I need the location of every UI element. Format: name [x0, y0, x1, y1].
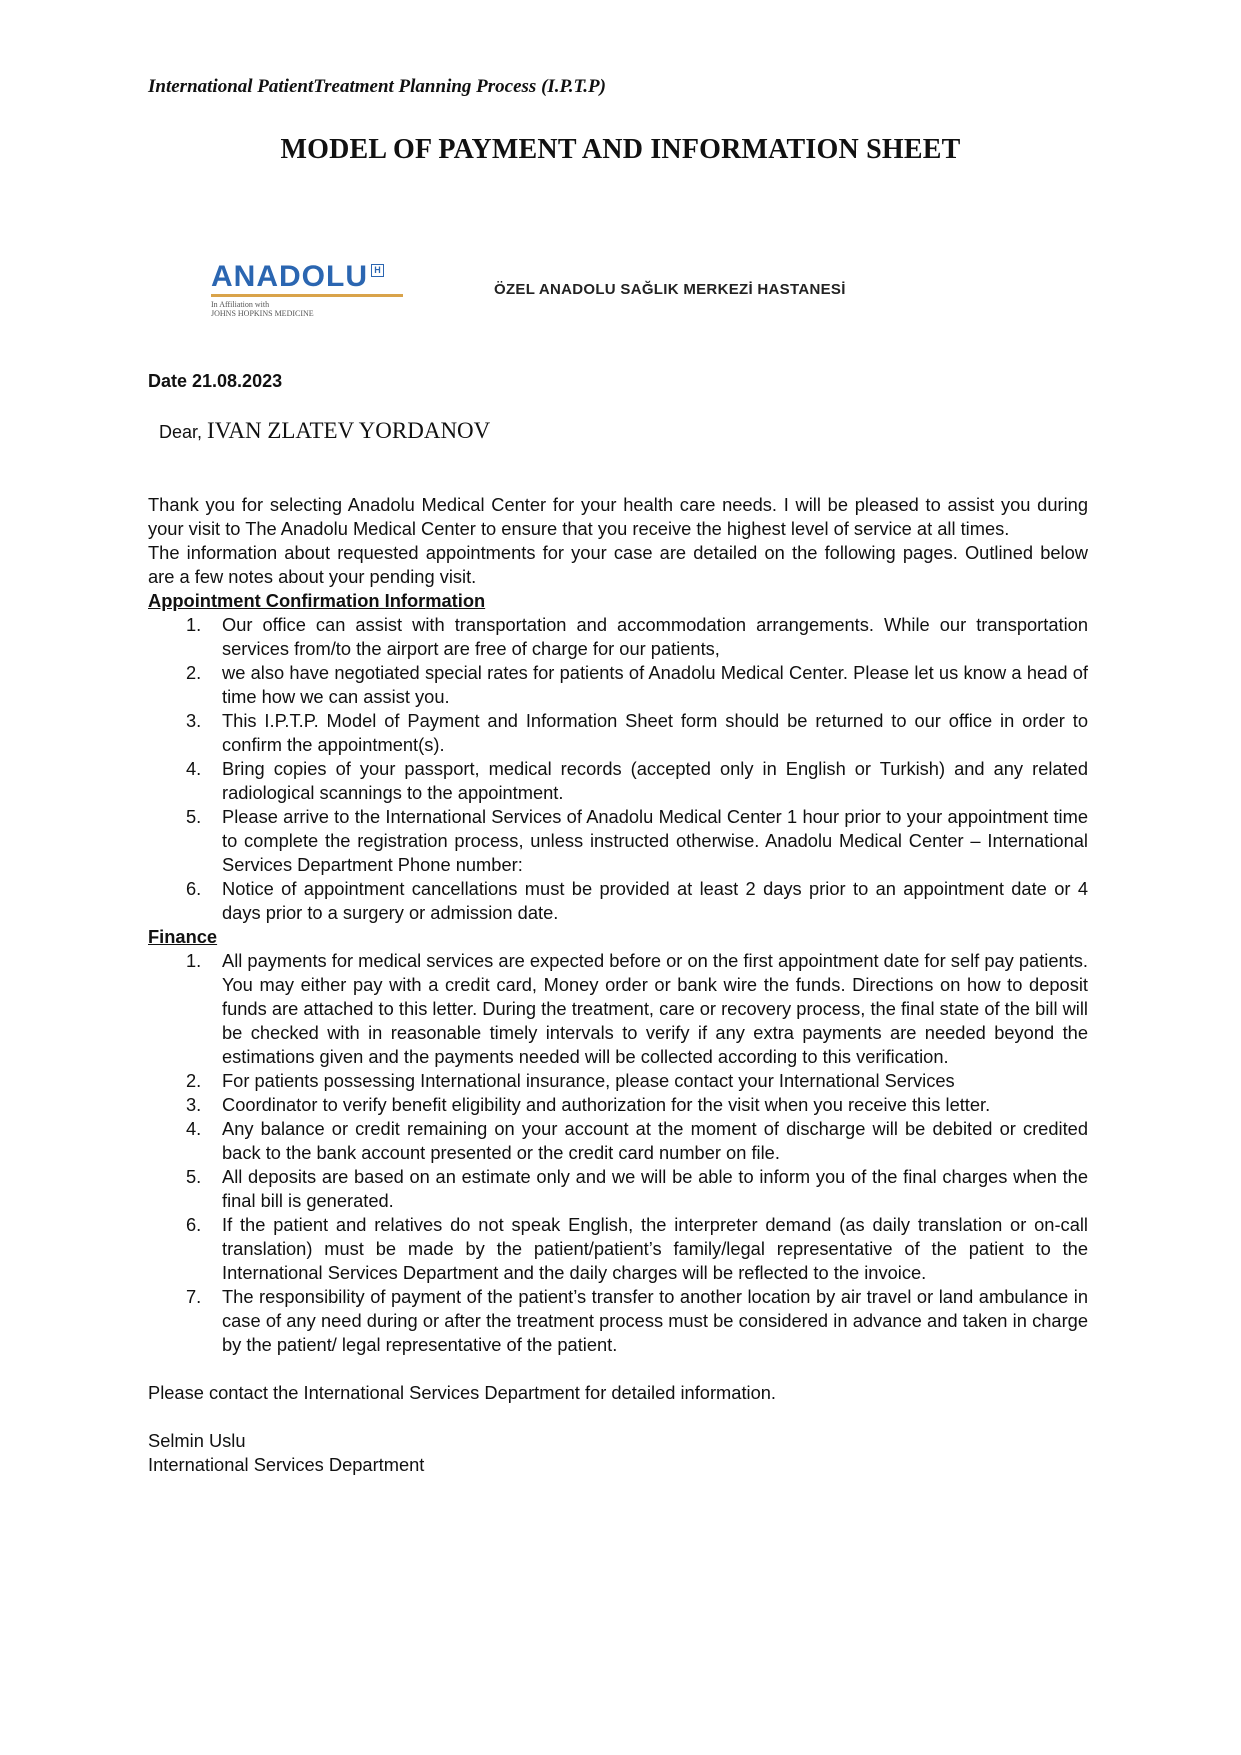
- item-text: Notice of appointment cancellations must be provided at least 2 days prior to an appointment date or 4 days prior to a surgery or admission date.: [222, 878, 1088, 923]
- item-text: Please arrive to the International Services of Anadolu Medical Center 1 hour prior to your appointment time to complete the registration process, unless instructed otherwise. Anadolu Medical Center – International Services Department Phone number:: [222, 806, 1088, 875]
- logo-affiliation-line1: In Affiliation with: [211, 300, 270, 309]
- item-text: we also have negotiated special rates for patients of Anadolu Medical Center. Please let us know a head of time how we can assist you.: [222, 662, 1088, 707]
- finance-list: [148, 949, 1088, 1357]
- anadolu-logo: [211, 262, 411, 322]
- item-number: 4.: [186, 758, 202, 779]
- list-item: [148, 1069, 1088, 1093]
- item-number: 5.: [186, 806, 202, 827]
- item-number: 1.: [186, 614, 202, 635]
- item-number: 3.: [186, 1094, 202, 1115]
- signature-name: Selmin Uslu: [148, 1430, 246, 1451]
- greeting: [159, 418, 490, 444]
- document-title: MODEL OF PAYMENT AND INFORMATION SHEET: [280, 134, 961, 165]
- list-item: [148, 949, 1088, 1069]
- item-number: 6.: [186, 1214, 202, 1235]
- spacer: [148, 1357, 1088, 1381]
- recipient-name: IVAN ZLATEV YORDANOV: [207, 418, 491, 443]
- item-number: 2.: [186, 1070, 202, 1091]
- process-header: International PatientTreatment Planning Process (I.P.T.P): [148, 76, 606, 97]
- item-text: Our office can assist with transportation and accommodation arrangements. While our transportation services from/to the airport are free of charge for our patients,: [222, 614, 1088, 659]
- letter-body: [148, 493, 1088, 1477]
- finance-section-title: Finance: [148, 926, 218, 947]
- logo-affiliation: [211, 300, 431, 318]
- list-item: [148, 805, 1088, 877]
- item-text: This I.P.T.P. Model of Payment and Information Sheet form should be returned to our office in order to confirm the appointment(s).: [222, 710, 1088, 755]
- item-text: Bring copies of your passport, medical records (accepted only in English or Turkish) and any related radiological scannings to the appointment.: [222, 758, 1088, 803]
- list-item: [148, 1213, 1088, 1285]
- item-number: 4.: [186, 1118, 202, 1139]
- item-number: 6.: [186, 878, 202, 899]
- hospital-name: ÖZEL ANADOLU SAĞLIK MERKEZİ HASTANESİ: [494, 281, 846, 298]
- item-text: Coordinator to verify benefit eligibility and authorization for the visit when you receive this letter.: [222, 1094, 991, 1115]
- item-text: All deposits are based on an estimate only and we will be able to inform you of the final charges when the final bill is generated.: [222, 1166, 1088, 1211]
- item-text: All payments for medical services are expected before or on the first appointment date for self pay patients. You may either pay with a credit card, Money order or bank wire the funds. Directions on how to deposit funds are attached to this letter. During the treatment, care or recovery process, the final state of the bill will be checked with in reasonable timely intervals to verify if any extra payments are needed beyond the estimations given and the payments needed will be collected according to this verification.: [222, 950, 1088, 1067]
- item-number: 3.: [186, 710, 202, 731]
- intro-paragraph-2: The information about requested appointments for your case are detailed on the following pages. Outlined below are a few notes about your pending visit.: [148, 542, 1088, 587]
- appointment-list: [148, 613, 1088, 925]
- item-number: 2.: [186, 662, 202, 683]
- hospital-h-icon: H: [371, 264, 384, 277]
- item-text: If the patient and relatives do not speak English, the interpreter demand (as daily translation or on-call translation) must be made by the patient/patient’s family/legal representative of the patient to the International Services Department and the daily charges will be reflected to the invoice.: [222, 1214, 1088, 1283]
- logo-affiliation-line2: JOHNS HOPKINS MEDICINE: [211, 309, 314, 318]
- spacer: [148, 1405, 1088, 1429]
- item-text: For patients possessing International insurance, please contact your International Services: [222, 1070, 955, 1091]
- list-item: [148, 1285, 1088, 1357]
- logo-underline: [211, 294, 403, 297]
- list-item: [148, 613, 1088, 661]
- list-item: [148, 661, 1088, 709]
- list-item: [148, 1165, 1088, 1213]
- appointment-section-title: Appointment Confirmation Information: [148, 590, 486, 611]
- item-number: 1.: [186, 950, 202, 971]
- letter-date: Date 21.08.2023: [148, 371, 283, 391]
- list-item: [148, 877, 1088, 925]
- item-number: 5.: [186, 1166, 202, 1187]
- closing-paragraph: Please contact the International Services Department for detailed information.: [148, 1382, 776, 1403]
- item-text: Any balance or credit remaining on your account at the moment of discharge will be debited or credited back to the bank account presented or the credit card number on file.: [222, 1118, 1088, 1163]
- salutation: Dear,: [159, 422, 203, 442]
- item-text: The responsibility of payment of the patient’s transfer to another location by air travel or land ambulance in case of any need during or after the treatment process must be considered in advance and taken in charge by the patient/ legal representative of the patient.: [222, 1286, 1088, 1355]
- list-item: [148, 1117, 1088, 1165]
- list-item: [148, 709, 1088, 757]
- intro-paragraph-1: Thank you for selecting Anadolu Medical Center for your health care needs. I will be pleased to assist you during your visit to The Anadolu Medical Center to ensure that you receive the highest level of service at all times.: [148, 494, 1088, 539]
- list-item: [148, 1093, 1088, 1117]
- signature-department: International Services Department: [148, 1454, 425, 1475]
- item-number: 7.: [186, 1286, 202, 1307]
- logo-brand: ANADOLU: [211, 260, 368, 293]
- list-item: [148, 757, 1088, 805]
